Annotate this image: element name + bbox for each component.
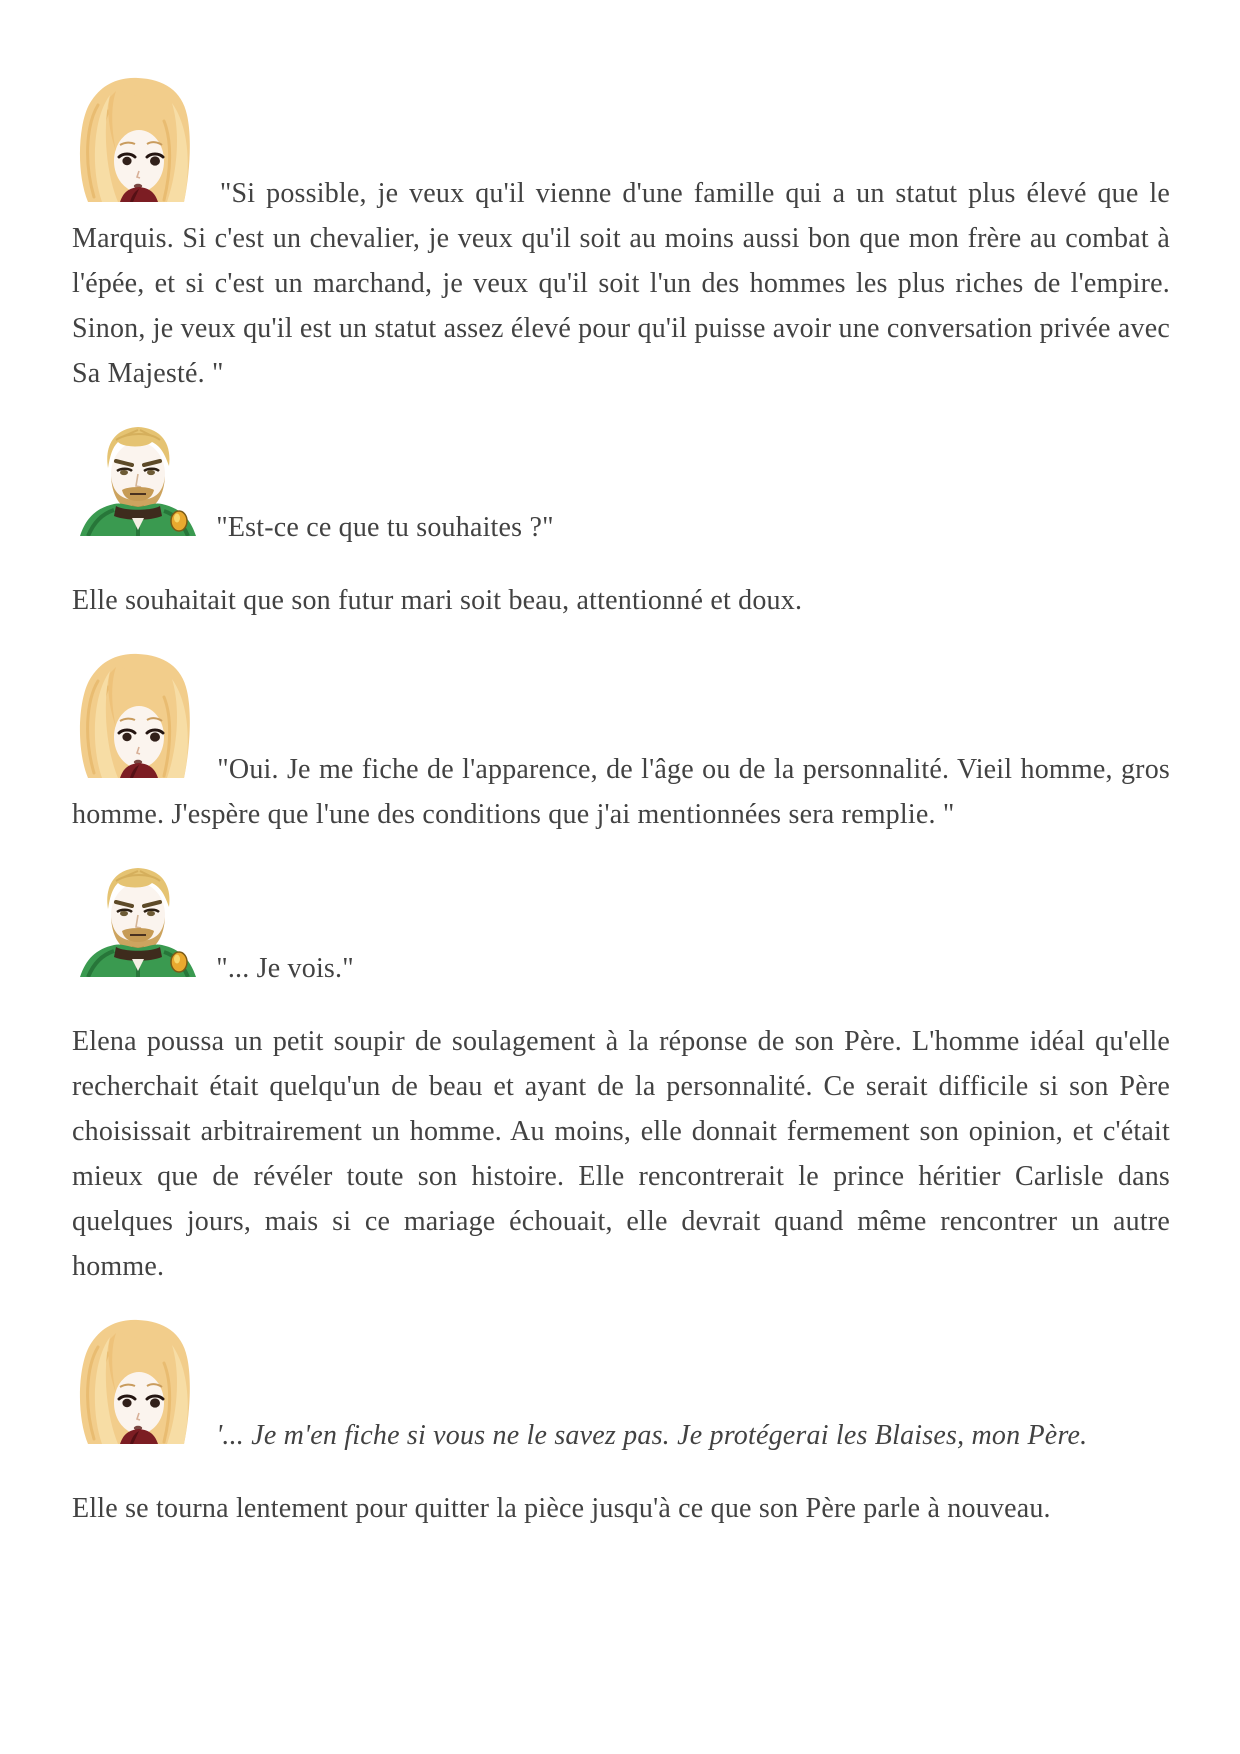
dialogue-elena-2 — [72, 651, 1170, 837]
dialogue-father-2 — [72, 865, 1170, 991]
narration-1-text: Elle souhaitait que son futur mari soit beau, attentionné et doux. — [72, 585, 803, 616]
dialogue-elena-1 — [72, 75, 1170, 396]
father-avatar — [80, 424, 196, 536]
narration-3 — [72, 1486, 1170, 1531]
dialogue-elena-2-text: "Oui. Je me fiche de l'apparence, de l'âge ou de la personnalité. Vieil homme, gros homme. J'espère que l'une des conditions que j'ai mentionnées sera remplie. " — [72, 754, 1170, 830]
dialogue-elena-3-text: '... Je m'en fiche si vous ne le savez pas. Je protégerai les Blaises, mon Père. — [216, 1420, 1088, 1451]
elena-avatar — [72, 651, 196, 778]
dialogue-elena-3 — [72, 1317, 1170, 1458]
dialogue-father-2-text: "... Je vois." — [216, 953, 354, 984]
elena-avatar — [72, 75, 196, 202]
father-avatar — [80, 865, 196, 977]
narration-1 — [72, 578, 1170, 623]
dialogue-father-1-text: "Est-ce ce que tu souhaites ?" — [216, 512, 554, 543]
narration-2 — [72, 1019, 1170, 1289]
dialogue-elena-1-text: "Si possible, je veux qu'il vienne d'une famille qui a un statut plus élevé que le Marquis. Si c'est un chevalier, je veux qu'il soit au moins aussi bon que mon frère au combat à l'épée, et si c'est un marchand, je veux qu'il soit l'un des hommes les plus riches de l'empire. Sinon, je veux qu'il est un statut assez élevé pour qu'il puisse avoir une conversation privée avec Sa Majesté. " — [72, 178, 1170, 389]
dialogue-father-1 — [72, 424, 1170, 550]
elena-avatar — [72, 1317, 196, 1444]
narration-3-text: Elle se tourna lentement pour quitter la pièce jusqu'à ce que son Père parle à nouveau. — [72, 1493, 1051, 1524]
narration-2-text: Elena poussa un petit soupir de soulagement à la réponse de son Père. L'homme idéal qu'elle recherchait était quelqu'un de beau et ayant de la personnalité. Ce serait difficile si son Père choisissait arbitrairement un homme. Au moins, elle donnait fermement son opinion, et c'était mieux que de révéler toute son histoire. Elle rencontrerait le prince héritier Carlisle dans quelques jours, mais si ce mariage échouait, elle devrait quand même rencontrer un autre homme. — [72, 1026, 1170, 1282]
